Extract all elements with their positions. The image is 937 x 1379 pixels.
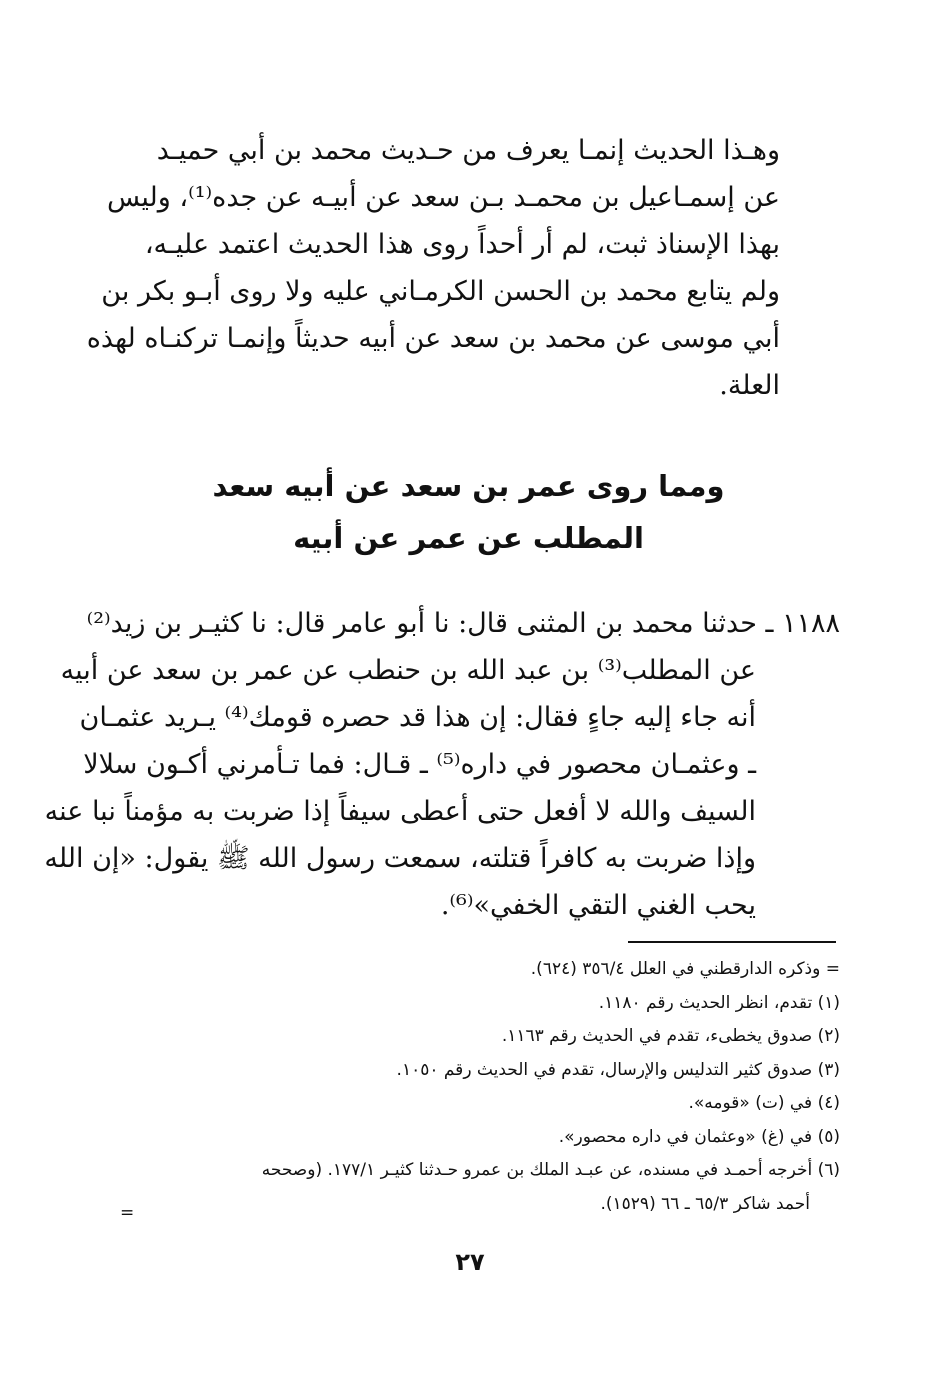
hadith-line: عن المطلب⁽³⁾ بن عبد الله بن حنطب عن عمر بن سعد عن أبيه [60, 655, 756, 686]
heading-line-2: المطلب عن عمر عن أبيه [293, 521, 644, 555]
hadith-number: ١١٨٨ [781, 608, 840, 639]
intro-line: العلة. [719, 370, 780, 401]
intro-line: بهذا الإسناذ ثبت، لم أر أحداً روى هذا الحديث اعتمد عليـه، [144, 229, 780, 260]
hadith-first-line [86, 600, 840, 647]
footnote-item: (١) تقدم، انظر الحديث رقم ١١٨٠. [598, 992, 840, 1013]
hadith-first-text: ـ حدثنا محمد بن المثنى قال: نا أبو عامر قال: نا كثيـر بن زيد⁽²⁾ [86, 608, 774, 639]
footnote-item: (٦) أخرجه أحمـد في مسنده، عن عبـد الملك بن عمرو حـدثنا كثيـر ١٧٧/١. (وصححه [261, 1160, 840, 1180]
section-heading [160, 460, 777, 564]
footnote-continuation: أحمد شاكر ٦٥/٣ ـ ٦٦ (١٥٢٩). [600, 1193, 810, 1214]
intro-line: ولم يتابع محمد بن الحسن الكرمـاني عليه ولا روى أبـو بكر بن [101, 276, 780, 307]
continuation-mark: = [120, 1203, 135, 1223]
hadith-entry [44, 600, 840, 929]
hadith-line: وإذا ضربت به كافراً قتلته، سمعت رسول الله ﷺ يقول: «إن الله [44, 843, 756, 874]
hadith-line: أنه جاء إليه جاءٍ فقال: إن هذا قد حصره قومك⁽⁴⁾ يـريد عثمـان [79, 702, 756, 733]
footnote-item: (٢) صدوق يخطىء، تقدم في الحديث رقم ١١٦٣. [501, 1026, 840, 1046]
intro-paragraph [86, 127, 780, 409]
footnotes [130, 953, 840, 1221]
intro-line: عن إسمـاعيل بن محمـد بـن سعد عن أبيـه عن جده⁽¹⁾، وليس [106, 182, 780, 213]
hadith-line: يحب الغني التقي الخفي»⁽⁶⁾. [440, 890, 756, 921]
footnote-divider [628, 941, 836, 943]
hadith-line: ـ وعثمـان محصور في داره⁽⁵⁾ ـ قـال: فما تـأمرني أكـون سلالا [83, 749, 756, 780]
footnote-item: (٤) في (ت) «قومه». [688, 1093, 840, 1113]
footnote-item: (٥) في (غ) «وعثمان في داره محصور». [558, 1126, 840, 1147]
page-number: ٢٧ [455, 1248, 485, 1276]
hadith-line: السيف والله لا أفعل حتى أعطى سيفاً إذا ضربت به مؤمناً نبا عنه [44, 796, 756, 827]
intro-line: وهـذا الحديث إنمـا يعرف من حـديث محمد بن أبي حميـد [156, 135, 780, 166]
footnote-item: = وذكره الدارقطني في العلل ٣٥٦/٤ (٦٢٤). [530, 959, 840, 979]
intro-line: أبي موسى عن محمد بن سعد عن أبيه حديثاً وإنمـا تركنـاه لهذه [86, 323, 780, 354]
footnote-item: (٣) صدوق كثير التدليس والإرسال، تقدم في الحديث رقم ١٠٥٠. [396, 1059, 840, 1080]
heading-line-1: ومما روى عمر بن سعد عن أبيه سعد [212, 469, 725, 503]
